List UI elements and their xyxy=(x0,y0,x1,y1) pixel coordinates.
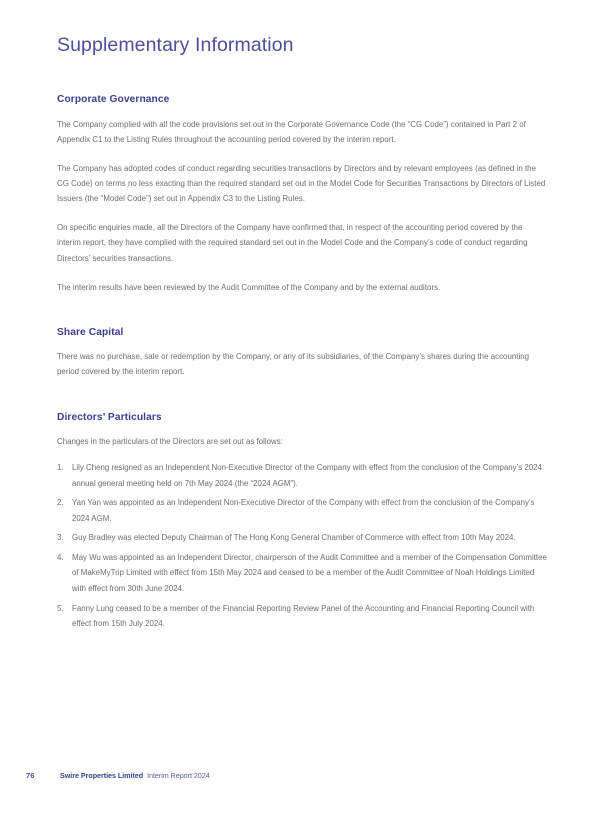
page-footer xyxy=(26,771,210,780)
page-title: Supplementary Information xyxy=(57,34,294,56)
paragraph: On specific enquiries made, all the Directors of the Company have confirmed that, in respect of the accounting period covered by the interim report, they have complied with the required standard set out in the Model Code and the Company’s code of conduct regarding Directors’ securities transactions. xyxy=(57,223,528,263)
list-item xyxy=(57,530,547,545)
section-corporate-governance xyxy=(57,93,547,294)
footer-report-name: Interim Report 2024 xyxy=(147,771,210,780)
page-content xyxy=(57,34,547,631)
paragraph: The Company complied with all the code provisions set out in the Corporate Governance Code (the “CG Code”) contained in Part 2 of Appendix C1 to the Listing Rules throughout the accounting period covered by the interim report. xyxy=(57,119,526,144)
list-item-text: Yan Yan was appointed as an Independent Non-Executive Director of the Company with effect from the conclusion of the Company’s 2024 AGM. xyxy=(72,498,535,523)
section-directors-particulars xyxy=(57,411,547,632)
footer-company-name: Swire Properties Limited xyxy=(60,771,144,780)
list-item-text: May Wu was appointed as an Independent Director, chairperson of the Audit Committee and a member of the Compensation Committee of MakeMyTrip Limited with effect from 15th May 2024 and ceased to be a member of the Audit Committee of Noah Holdings Limited with effect from 30th June 2024. xyxy=(72,553,547,593)
directors-list-intro: Changes in the particulars of the Directors are set out as follows: xyxy=(57,436,283,446)
footer-page-number: 76 xyxy=(26,771,35,780)
list-item-text: Lily Cheng resigned as an Independent Non-Executive Director of the Company with effect from the conclusion of the Company’s 2024 annual general meeting held on 7th May 2024 (the “2024 AGM”). xyxy=(72,463,542,488)
section-heading-directors-particulars: Directors’ Particulars xyxy=(57,411,162,423)
list-item-text: Guy Bradley was elected Deputy Chairman of The Hong Kong General Chamber of Commerce with effect from 10th May 2024. xyxy=(72,533,516,543)
list-item xyxy=(57,601,547,632)
list-item-marker: 5. xyxy=(57,603,64,613)
section-heading-corporate-governance: Corporate Governance xyxy=(57,94,170,106)
paragraph: The interim results have been reviewed by the Audit Committee of the Company and by the external auditors. xyxy=(57,282,441,292)
list-item-marker: 4. xyxy=(57,553,64,563)
list-item xyxy=(57,550,547,596)
section-share-capital xyxy=(57,326,547,380)
list-item-marker: 1. xyxy=(57,463,64,473)
list-item-text: Fanny Lung ceased to be a member of the Financial Reporting Review Panel of the Accounting and Financial Reporting Council with effect from 15th July 2024. xyxy=(72,603,535,628)
section-heading-share-capital: Share Capital xyxy=(57,326,124,338)
paragraph: The Company has adopted codes of conduct regarding securities transactions by Directors and by relevant employees (as defined in the CG Code) on terms no less exacting than the required standard set out in the Model Code for Securities Transactions by Directors of Listed Issuers (the “Model Code”) set out in Appendix C3 to the Listing Rules. xyxy=(57,163,546,204)
list-item xyxy=(57,460,547,491)
list-item xyxy=(57,495,547,526)
list-item-marker: 3. xyxy=(57,533,64,543)
paragraph: There was no purchase, sale or redemption by the Company, or any of its subsidiaries, of the Company’s shares during the accounting period covered by the interim report. xyxy=(57,352,530,377)
list-item-marker: 2. xyxy=(57,498,64,508)
directors-changes-list xyxy=(57,460,547,631)
